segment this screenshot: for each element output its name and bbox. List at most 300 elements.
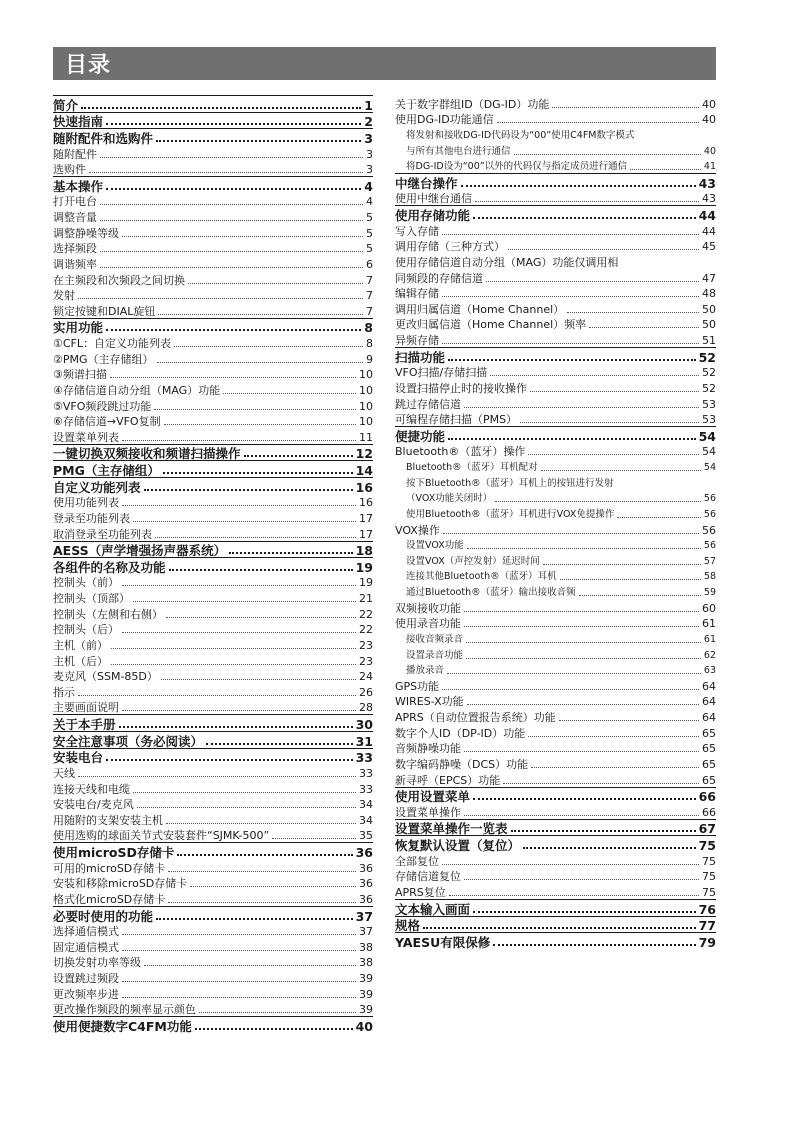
toc-leader-dots — [473, 797, 696, 800]
toc-entry[interactable] — [395, 300, 716, 316]
toc-entry[interactable] — [395, 111, 716, 127]
toc-entry-page: 65 — [702, 742, 716, 756]
toc-entry-page: 1 — [364, 97, 373, 113]
toc-entry[interactable] — [395, 490, 716, 506]
toc-entry[interactable] — [395, 190, 716, 206]
toc-entry[interactable] — [395, 868, 716, 884]
toc-entry-label: 设置扫描停止时的接收操作 — [395, 381, 527, 395]
toc-entry[interactable] — [53, 381, 373, 397]
toc-entry-page: 76 — [698, 901, 716, 917]
toc-entry[interactable] — [53, 460, 373, 477]
toc-entry[interactable] — [53, 397, 373, 413]
toc-entry[interactable] — [53, 557, 373, 574]
toc-entry-label: 使用DG-ID功能通信 — [395, 113, 494, 127]
toc-entry-page: 3 — [366, 163, 373, 177]
toc-entry-label: 可编程存储扫描（PMS） — [395, 413, 518, 427]
toc-leader-dots — [448, 437, 696, 440]
toc-entry[interactable] — [53, 318, 373, 335]
toc-entry-page: 58 — [703, 571, 716, 583]
toc-entry[interactable] — [53, 890, 373, 906]
toc-entry[interactable] — [395, 552, 716, 568]
toc-entry-page: 17 — [359, 511, 373, 525]
toc-entry[interactable] — [395, 755, 716, 771]
toc-entry[interactable] — [395, 458, 716, 474]
toc-leader-dots — [528, 453, 699, 455]
toc-entry-label: 格式化microSD存储卡 — [53, 892, 166, 906]
toc-entry-label: 主机（前） — [53, 638, 108, 652]
toc-entry-page: 40 — [702, 113, 716, 127]
toc-entry-label: （VOX功能关闭时） — [406, 493, 493, 505]
toc-leader-dots — [78, 297, 363, 299]
toc-entry[interactable] — [395, 222, 716, 238]
toc-left-column — [53, 95, 373, 1033]
toc-entry[interactable] — [53, 334, 373, 350]
toc-entry-label: 使用存储功能 — [395, 208, 471, 223]
toc-entry[interactable] — [53, 796, 373, 812]
toc-leader-dots — [206, 742, 353, 745]
toc-entry[interactable] — [53, 128, 373, 145]
toc-leader-dots — [133, 520, 356, 522]
toc-entry-page: 40 — [703, 145, 716, 157]
toc-entry-page: 2 — [364, 114, 373, 130]
toc-leader-dots — [188, 282, 363, 284]
toc-entry-label: 更改归属信道（Home Channel）频率 — [395, 318, 587, 332]
toc-entry-label: 使用功能列表 — [53, 496, 119, 510]
toc-entry-page: 48 — [702, 287, 716, 301]
toc-entry-page: 4 — [366, 195, 373, 209]
toc-entry-page: 6 — [366, 257, 373, 271]
toc-entry-page: 7 — [366, 289, 373, 303]
toc-entry-label: YAESU有限保修 — [395, 934, 491, 950]
toc-leader-dots — [473, 216, 696, 219]
toc-entry[interactable] — [395, 771, 716, 787]
toc-leader-dots — [467, 703, 699, 705]
toc-entry[interactable] — [53, 954, 373, 970]
toc-entry-page: 54 — [702, 445, 716, 459]
toc-entry[interactable] — [53, 699, 373, 715]
toc-entry[interactable] — [53, 112, 373, 129]
toc-leader-dots — [617, 516, 701, 518]
toc-entry[interactable] — [53, 176, 373, 193]
toc-entry-page: 5 — [366, 211, 373, 224]
toc-entry-page: 54 — [698, 428, 716, 444]
toc-entry-label: 双频接收功能 — [395, 601, 461, 615]
toc-entry-label: 调整音量 — [53, 211, 97, 224]
toc-entry-label: 固定通信模式 — [53, 940, 119, 954]
toc-entry-page: 39 — [359, 1003, 373, 1017]
toc-entry[interactable] — [395, 599, 716, 615]
toc-entry-page: 10 — [359, 415, 373, 429]
toc-entry[interactable] — [53, 875, 373, 891]
toc-entry[interactable] — [53, 811, 373, 827]
toc-entry[interactable] — [53, 764, 373, 780]
toc-entry-page: 33 — [359, 766, 373, 780]
toc-entry-label: APRS复位 — [395, 885, 446, 899]
toc-leader-dots — [511, 829, 696, 832]
toc-entry-page: 45 — [702, 240, 716, 254]
toc-entry-label: 接收音频录音 — [406, 633, 464, 645]
toc-entry[interactable] — [395, 916, 716, 933]
toc-entry[interactable] — [395, 693, 716, 709]
toc-entry-label: 安全注意事项（务必阅读） — [53, 733, 204, 749]
toc-entry-label: 设置菜单操作 — [395, 805, 461, 819]
toc-leader-dots — [442, 342, 699, 344]
toc-entry-label: 主要画面说明 — [53, 701, 119, 715]
toc-entry-label: 安装和移除microSD存储卡 — [53, 877, 188, 891]
toc-entry-page: 34 — [359, 798, 373, 812]
toc-entry[interactable] — [395, 932, 716, 949]
toc-entry[interactable] — [395, 740, 716, 756]
toc-leader-dots — [560, 578, 701, 580]
toc-entry[interactable] — [395, 899, 716, 916]
toc-leader-dots — [466, 641, 701, 643]
toc-entry[interactable] — [395, 835, 716, 852]
toc-entry[interactable] — [53, 271, 373, 287]
toc-entry-label: 使用设置菜单 — [395, 789, 471, 805]
toc-leader-dots — [466, 657, 701, 659]
toc-entry[interactable] — [395, 646, 716, 662]
toc-entry[interactable] — [395, 505, 716, 521]
toc-entry-page: 8 — [364, 320, 373, 336]
toc-entry-label: 全部复位 — [395, 854, 439, 868]
toc-entry[interactable] — [53, 366, 373, 382]
toc-entry-page: 65 — [702, 757, 716, 771]
toc-entry[interactable] — [53, 780, 373, 796]
toc-entry[interactable] — [395, 285, 716, 301]
toc-leader-dots — [156, 139, 361, 142]
toc-entry-page: 9 — [366, 352, 373, 366]
toc-entry[interactable] — [53, 428, 373, 444]
toc-entry-label: ②PMG（主存储组） — [53, 352, 154, 366]
toc-entry-page: 33 — [359, 782, 373, 796]
toc-entry[interactable] — [53, 208, 373, 224]
toc-leader-dots — [523, 846, 696, 849]
toc-entry-label: 连接天线和电缆 — [53, 782, 130, 796]
toc-leader-dots — [154, 408, 356, 410]
toc-entry[interactable] — [53, 413, 373, 429]
toc-entry[interactable] — [395, 677, 716, 693]
toc-leader-dots — [111, 647, 356, 649]
toc-entry-page: 4 — [364, 178, 373, 194]
toc-leader-dots — [464, 878, 699, 880]
toc-entry[interactable] — [395, 173, 716, 190]
toc-entry[interactable] — [395, 426, 716, 443]
toc-entry[interactable] — [395, 630, 716, 646]
toc-leader-dots — [163, 471, 353, 474]
toc-entry-label: PMG（主存储组） — [53, 463, 160, 478]
toc-leader-dots — [442, 863, 699, 865]
toc-entry-label: APRS（自动位置报告系统）功能 — [395, 711, 556, 724]
toc-entry[interactable] — [53, 287, 373, 303]
toc-entry-page: 16 — [355, 479, 373, 495]
toc-entry[interactable] — [395, 142, 716, 158]
toc-entry-label: 同频段的存储信道 — [395, 271, 483, 285]
toc-entry-page: 3 — [366, 147, 373, 161]
toc-entry[interactable] — [53, 255, 373, 271]
toc-entry[interactable] — [395, 615, 716, 631]
toc-leader-dots — [503, 782, 699, 784]
toc-leader-dots — [448, 358, 696, 361]
toc-entry-label: 打开电台 — [53, 195, 97, 209]
toc-entry-label: 调用存储（三种方式） — [395, 240, 505, 254]
toc-entry-label: 切换发射功率等级 — [53, 956, 141, 970]
toc-entry[interactable] — [395, 803, 716, 819]
toc-entry-page: 56 — [702, 523, 716, 537]
toc-leader-dots — [106, 758, 353, 761]
toc-entry-page: 5 — [366, 226, 373, 240]
toc-entry-label: 关于本手册 — [53, 717, 116, 732]
toc-leader-dots — [467, 547, 701, 549]
toc-entry[interactable] — [395, 205, 716, 222]
toc-leader-dots — [464, 610, 699, 612]
toc-entry[interactable] — [53, 95, 373, 112]
toc-entry[interactable] — [395, 158, 716, 174]
toc-entry-page: 40 — [355, 1018, 373, 1034]
toc-entry[interactable] — [395, 331, 716, 347]
toc-entry[interactable] — [53, 145, 373, 161]
toc-entry-page: 66 — [698, 789, 716, 805]
toc-entry-label: 选择频段 — [53, 242, 97, 256]
toc-entry-page: 56 — [703, 540, 716, 552]
toc-entry[interactable] — [53, 161, 373, 177]
toc-leader-dots — [490, 374, 699, 376]
toc-entry-page: 37 — [355, 908, 373, 924]
toc-entry-label: 快速指南 — [53, 114, 104, 130]
toc-entry-label: 中继台操作 — [395, 175, 458, 191]
toc-entry-page: 36 — [355, 845, 373, 860]
toc-entry-page: 61 — [702, 617, 716, 631]
toc-entry-label: 数字编码静噪（DCS）功能 — [395, 757, 529, 771]
toc-entry[interactable] — [395, 819, 716, 836]
toc-leader-dots — [119, 725, 353, 728]
toc-entry-page: 33 — [355, 750, 373, 766]
toc-entry-page: 36 — [359, 892, 373, 906]
toc-entry[interactable] — [53, 589, 373, 605]
toc-entry[interactable] — [395, 364, 716, 380]
toc-entry-page: 18 — [355, 543, 373, 559]
toc-entry[interactable] — [53, 985, 373, 1001]
toc-entry[interactable] — [53, 748, 373, 765]
toc-entry[interactable] — [53, 859, 373, 875]
toc-leader-dots — [630, 168, 701, 170]
toc-entry[interactable] — [53, 509, 373, 525]
toc-entry-page: 41 — [703, 161, 716, 173]
toc-leader-dots — [520, 421, 699, 423]
toc-entry-label: 简介 — [53, 97, 79, 113]
toc-entry[interactable] — [53, 938, 373, 954]
toc-entry[interactable] — [395, 411, 716, 427]
toc-entry-page: 10 — [359, 399, 373, 413]
toc-leader-dots — [461, 184, 696, 187]
toc-entry[interactable] — [395, 724, 716, 740]
toc-leader-dots — [464, 750, 699, 752]
toc-leader-dots — [156, 917, 353, 920]
toc-entry-label: 将DG-ID设为“00”以外的代码仅与指定成员进行通信 — [406, 161, 628, 173]
toc-entry[interactable] — [395, 269, 716, 285]
toc-leader-dots — [174, 345, 363, 347]
toc-entry[interactable] — [395, 379, 716, 395]
toc-entry-page: 43 — [698, 175, 716, 191]
toc-leader-dots — [423, 926, 696, 929]
toc-entry-label: 设置跳过频段 — [53, 972, 119, 985]
toc-leader-dots — [122, 980, 356, 982]
toc-entry[interactable] — [395, 521, 716, 537]
toc-leader-dots — [100, 219, 363, 221]
toc-entry[interactable] — [53, 350, 373, 366]
toc-entry[interactable] — [395, 126, 716, 142]
toc-leader-dots — [475, 200, 699, 202]
toc-entry-label: 便捷功能 — [395, 428, 446, 444]
toc-entry[interactable] — [53, 827, 373, 843]
toc-entry-page: 8 — [366, 337, 373, 350]
toc-entry-label: ⑥存储信道→VFO复制 — [53, 415, 161, 429]
toc-entry[interactable] — [53, 621, 373, 637]
toc-entry-page: 75 — [702, 885, 716, 899]
toc-entry-label: 写入存储 — [395, 224, 439, 238]
toc-leader-dots — [111, 663, 356, 665]
toc-entry-page: 21 — [359, 592, 373, 605]
toc-entry-label: 发射 — [53, 289, 75, 303]
toc-entry-label: 调用归属信道（Home Channel） — [395, 302, 565, 316]
toc-entry-label: 扫描功能 — [395, 349, 446, 365]
toc-entry-page: 38 — [359, 956, 373, 970]
toc-entry-label: 关于数字群组ID（DG-ID）功能 — [395, 97, 550, 111]
toc-entry[interactable] — [53, 683, 373, 699]
toc-entry-label: VFO扫描/存储扫描 — [395, 366, 488, 380]
toc-entry[interactable] — [53, 969, 373, 985]
toc-leader-dots — [158, 313, 363, 315]
toc-entry-label: 各组件的名称及功能 — [53, 559, 166, 575]
toc-leader-dots — [100, 266, 363, 268]
toc-entry[interactable] — [53, 541, 373, 558]
toc-entry-label: 一键切换双频接收和频谱扫描操作 — [53, 446, 241, 462]
toc-entry-page: 62 — [703, 649, 716, 661]
toc-entry[interactable] — [395, 883, 716, 899]
toc-entry-page: 50 — [702, 302, 716, 316]
toc-entry-label: 指示 — [53, 685, 75, 699]
toc-entry[interactable] — [53, 444, 373, 461]
toc-leader-dots — [144, 488, 353, 491]
toc-leader-dots — [552, 106, 699, 108]
toc-entry-label: 基本操作 — [53, 178, 104, 194]
toc-entry-label: 连接其他Bluetooth®（蓝牙）耳机 — [406, 571, 557, 583]
toc-leader-dots — [195, 1027, 353, 1030]
toc-leader-dots — [100, 156, 363, 158]
toc-entry-page: 26 — [359, 685, 373, 699]
toc-entry[interactable] — [395, 662, 716, 678]
toc-entry-label: 用随附的支架安装主机 — [53, 813, 163, 827]
toc-entry[interactable] — [395, 852, 716, 868]
toc-leader-dots — [272, 837, 356, 839]
toc-entry[interactable] — [395, 787, 716, 804]
toc-entry[interactable] — [53, 605, 373, 621]
toc-leader-dots — [122, 504, 356, 506]
toc-entry[interactable] — [395, 443, 716, 459]
toc-entry-page: 43 — [702, 192, 716, 206]
toc-entry[interactable] — [395, 583, 716, 599]
toc-entry[interactable] — [53, 525, 373, 541]
toc-entry[interactable] — [53, 668, 373, 684]
toc-leader-dots — [122, 439, 356, 441]
toc-entry[interactable] — [53, 302, 373, 318]
toc-leader-dots — [229, 551, 352, 554]
toc-entry-label: 音频静噪功能 — [395, 742, 461, 756]
toc-entry[interactable] — [53, 1001, 373, 1017]
toc-entry-label: 安装电台/麦克风 — [53, 798, 134, 812]
toc-entry-label: 设置菜单操作一览表 — [395, 821, 508, 837]
toc-entry-page: 39 — [359, 987, 373, 1001]
toc-entry[interactable] — [53, 224, 373, 240]
toc-entry-page: 23 — [359, 638, 373, 652]
toc-entry[interactable] — [395, 316, 716, 332]
toc-leader-dots — [464, 625, 699, 627]
toc-entry[interactable] — [53, 477, 373, 494]
toc-entry-page: 44 — [698, 208, 716, 223]
toc-entry-label: 在主频段和次频段之间切换 — [53, 273, 185, 287]
toc-entry-page: 65 — [702, 726, 716, 740]
toc-entry-label: VOX操作 — [395, 523, 440, 537]
toc-entry[interactable] — [53, 842, 373, 859]
toc-entry[interactable] — [395, 253, 716, 269]
toc-entry-label: 跳过存储信道 — [395, 397, 461, 411]
toc-entry[interactable] — [395, 474, 716, 490]
toc-entry-label: 恢复默认设置（复位） — [395, 838, 521, 853]
toc-entry-page: 47 — [702, 271, 716, 285]
toc-entry-page: 44 — [702, 224, 716, 238]
toc-entry[interactable] — [53, 1016, 373, 1033]
toc-entry[interactable] — [395, 708, 716, 724]
toc-entry[interactable] — [395, 537, 716, 553]
toc-entry-label: 控制头（后） — [53, 623, 119, 637]
toc-entry-page: 50 — [702, 318, 716, 332]
toc-entry[interactable] — [53, 731, 373, 748]
toc-leader-dots — [541, 469, 701, 471]
toc-entry[interactable] — [395, 395, 716, 411]
toc-entry[interactable] — [53, 923, 373, 939]
toc-entry-label: 使用录音功能 — [395, 617, 461, 631]
toc-entry-page: 12 — [355, 446, 373, 462]
toc-entry[interactable] — [53, 574, 373, 590]
toc-entry[interactable] — [53, 906, 373, 923]
toc-entry-page: 36 — [359, 861, 373, 875]
toc-entry[interactable] — [395, 568, 716, 584]
toc-leader-dots — [579, 594, 701, 596]
toc-leader-dots — [449, 894, 699, 896]
toc-entry-page: 59 — [703, 587, 716, 598]
toc-leader-dots — [177, 853, 352, 856]
toc-leader-dots — [161, 678, 356, 680]
toc-entry-label: 控制头（顶部） — [53, 592, 130, 605]
toc-entry[interactable] — [53, 240, 373, 256]
toc-entry[interactable] — [53, 652, 373, 668]
toc-entry[interactable] — [53, 714, 373, 731]
toc-entry[interactable] — [395, 238, 716, 254]
toc-entry-page: 57 — [703, 555, 716, 567]
toc-entry[interactable] — [395, 95, 716, 111]
toc-leader-dots — [122, 584, 356, 586]
toc-entry-label: 规格 — [395, 918, 421, 934]
toc-leader-dots — [133, 600, 356, 602]
toc-entry-label: Bluetooth®（蓝牙）操作 — [395, 445, 526, 459]
toc-entry[interactable] — [53, 636, 373, 652]
toc-entry-page: 31 — [355, 733, 373, 749]
toc-entry[interactable] — [395, 347, 716, 364]
toc-entry[interactable] — [53, 494, 373, 510]
toc-entry[interactable] — [53, 193, 373, 209]
toc-entry-page: 53 — [702, 413, 716, 427]
toc-entry-page: 16 — [359, 496, 373, 510]
toc-entry-label: 调整静噪等级 — [53, 226, 119, 240]
